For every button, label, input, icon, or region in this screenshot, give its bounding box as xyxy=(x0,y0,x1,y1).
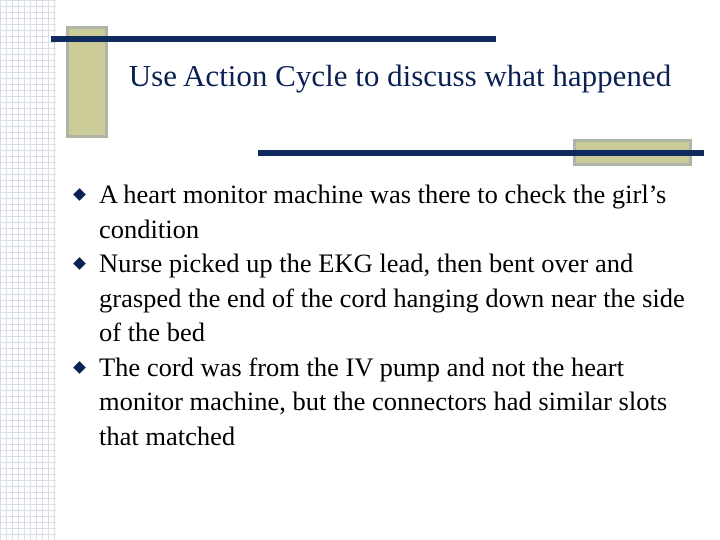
diamond-bullet-icon xyxy=(73,188,86,201)
diamond-bullet-icon xyxy=(73,361,86,374)
grid-background-strip xyxy=(0,0,56,540)
decorative-bar-bottom xyxy=(258,150,704,156)
bullet-text: A heart monitor machine was there to check the girl’s condition xyxy=(99,179,667,244)
bullet-text: Nurse picked up the EKG lead, then bent over and grasped the end of the cord hanging down near the side of the bed xyxy=(99,248,685,347)
bullet-item xyxy=(72,350,702,454)
bullet-item xyxy=(72,246,702,350)
bullet-text: The cord was from the IV pump and not the heart monitor machine, but the connectors had similar slots that matched xyxy=(99,351,668,451)
bullet-item xyxy=(72,177,702,246)
decorative-tan-block-top xyxy=(66,26,108,138)
diamond-bullet-icon xyxy=(73,257,86,270)
slide-title: Use Action Cycle to discuss what happened xyxy=(128,58,672,93)
decorative-bar-top xyxy=(51,36,496,42)
bullet-list xyxy=(72,177,702,453)
